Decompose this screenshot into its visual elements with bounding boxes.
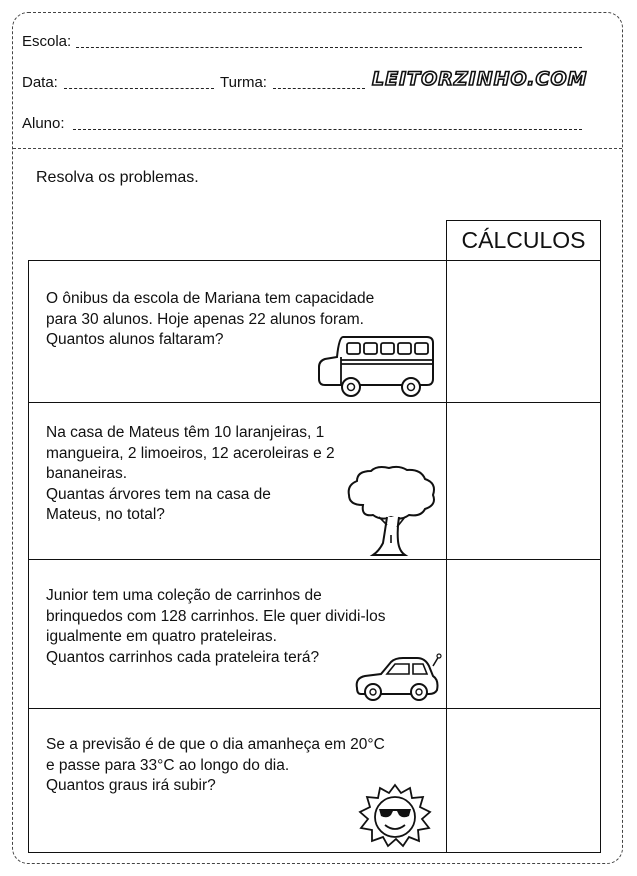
student-input-line[interactable] <box>73 129 582 130</box>
calc-divider <box>446 261 447 402</box>
calc-divider <box>446 709 447 852</box>
date-input-line[interactable] <box>64 88 214 89</box>
car-icon <box>351 652 443 704</box>
class-input-line[interactable] <box>273 88 365 89</box>
sun-icon <box>357 783 433 849</box>
date-label: Data: <box>22 74 58 91</box>
header-separator <box>13 148 622 149</box>
problem-text-4: Se a previsão é de que o dia amanheça em 20°C e passe para 33°C ao longo do dia. Quantos graus irá subir? <box>46 736 385 794</box>
school-input-line[interactable] <box>76 47 582 48</box>
problem-row-3 <box>28 559 601 709</box>
bus-icon <box>315 329 437 399</box>
problem-row-2 <box>28 402 601 560</box>
class-label: Turma: <box>220 74 267 91</box>
tree-icon <box>343 465 441 557</box>
calculations-header: CÁLCULOS <box>446 220 601 261</box>
problem-text-3: Junior tem uma coleção de carrinhos de brinquedos com 128 carrinhos. Ele quer dividi-los igualmente em quatro prateleiras. Quantos carrinhos cada prateleira terá? <box>46 587 386 666</box>
student-label: Aluno: <box>22 115 65 132</box>
problem-text-1: O ônibus da escola de Mariana tem capacidade para 30 alunos. Hoje apenas 22 alunos foram. Quantos alunos faltaram? <box>46 290 375 348</box>
site-logo: LEITORZINHO.COM <box>372 68 588 90</box>
problem-row-1 <box>28 260 601 403</box>
problem-row-4 <box>28 708 601 853</box>
instruction-text: Resolva os problemas. <box>36 169 199 186</box>
school-label: Escola: <box>22 33 72 50</box>
problem-text-2: Na casa de Mateus têm 10 laranjeiras, 1 mangueira, 2 limoeiros, 12 aceroleiras e 2 bananeiras. Quantas árvores tem na casa de Mateus, no total? <box>46 424 335 523</box>
calc-divider <box>446 403 447 559</box>
calc-divider <box>446 560 447 708</box>
